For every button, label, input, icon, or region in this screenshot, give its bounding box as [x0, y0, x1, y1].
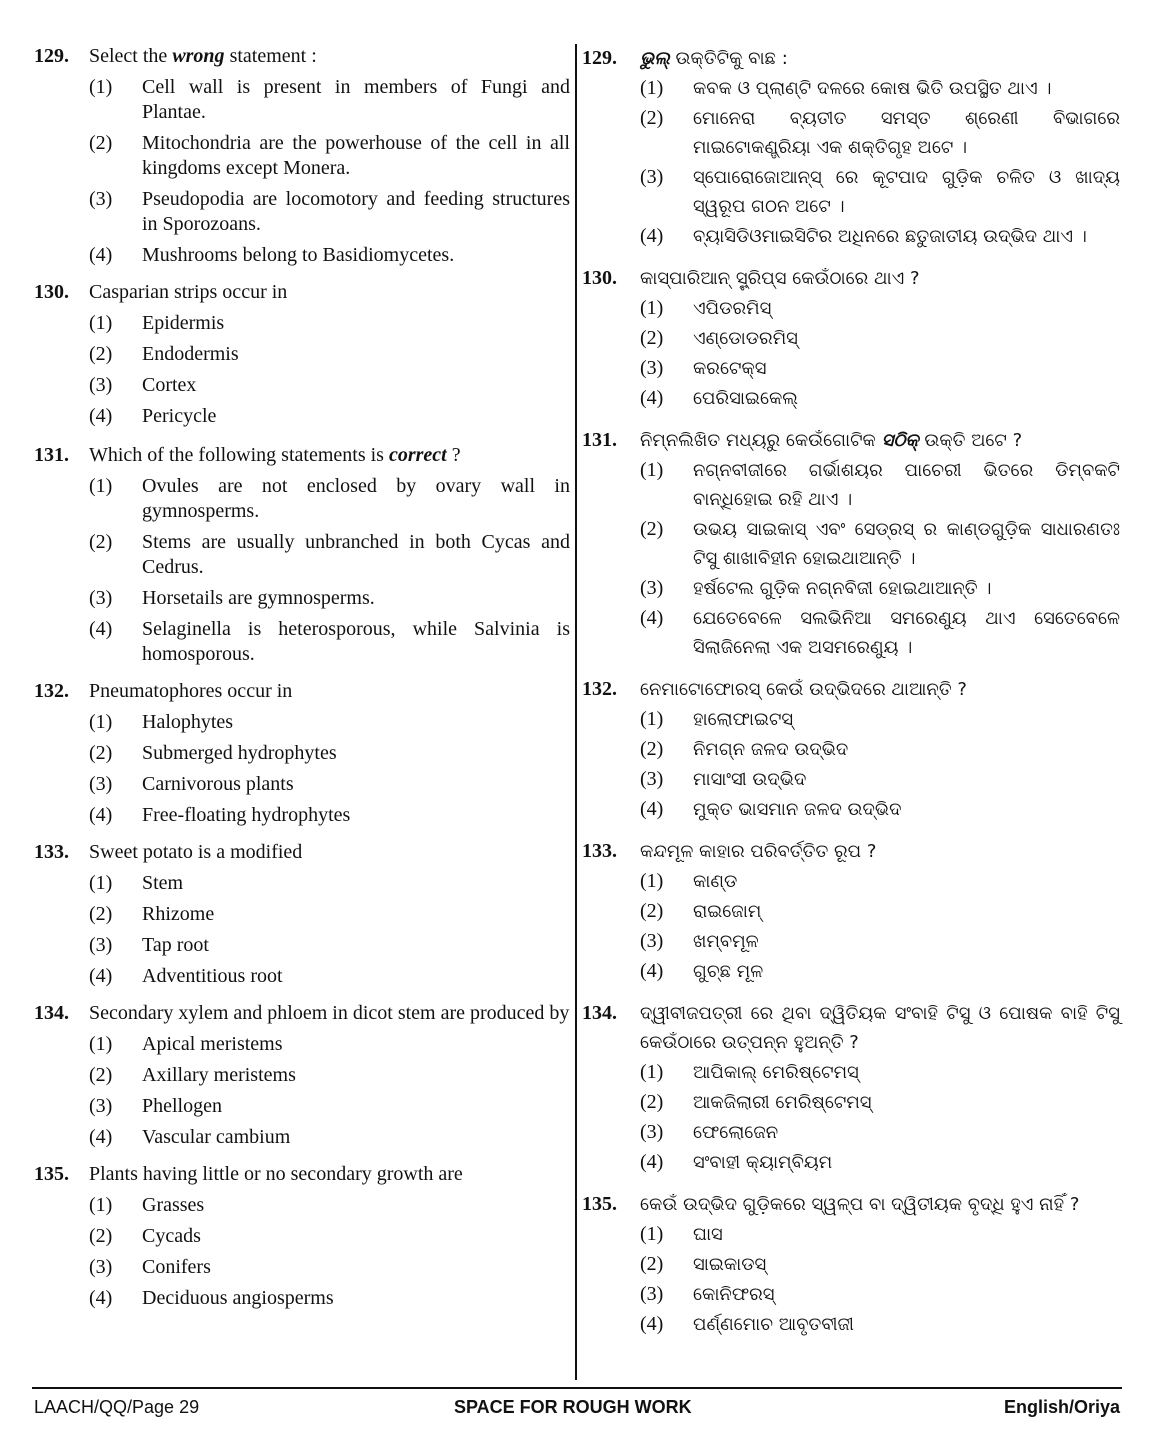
option-2 [640, 897, 1120, 926]
question-text [640, 426, 1120, 455]
option-2 [89, 902, 570, 927]
option-text: ପେରିସାଇକେଲ୍ [693, 388, 798, 409]
option-4 [89, 617, 570, 667]
option-number: (3) [640, 930, 664, 952]
option-number: (3) [640, 577, 664, 599]
oriya-column [582, 44, 1120, 1339]
option-text: Tap root [142, 934, 209, 956]
option-number: (1) [89, 1194, 113, 1216]
option-number: (1) [89, 872, 113, 894]
option-text: କୋନିଫରସ୍ [693, 1284, 775, 1305]
option-number: (4) [640, 1151, 664, 1173]
option-number: (2) [89, 1064, 113, 1086]
option-number: (3) [640, 166, 664, 188]
option-2 [640, 515, 1120, 573]
option-1 [640, 705, 1120, 734]
option-text: Adventitious root [142, 965, 283, 987]
question-number: 134. [34, 1002, 69, 1024]
option-text: Stem [142, 872, 184, 894]
question-135 [34, 1162, 570, 1311]
option-number: (1) [640, 77, 664, 99]
option-number: (1) [89, 76, 113, 98]
option-text: ବ୍ୟାସିଡିଓମାଇସିଟିର ଅଧିନରେ ଛତୁଜାତୀୟ ଉଦ୍ଭିଦ ଥାଏ । [693, 226, 1087, 247]
option-4 [640, 604, 1120, 662]
option-1 [640, 1220, 1120, 1249]
option-1 [640, 456, 1120, 514]
option-1 [89, 710, 570, 735]
option-2 [89, 131, 570, 181]
option-1 [640, 867, 1120, 896]
option-number: (1) [89, 711, 113, 733]
question-text-pre: Which of the following statements is [89, 444, 389, 466]
option-text: ହାଲୋଫାଇଟସ୍ [693, 709, 794, 730]
option-number: (2) [89, 343, 113, 365]
option-number: (4) [640, 798, 664, 820]
option-4 [640, 222, 1120, 251]
option-text: ଆପିକାଲ୍ ମେରିଷ୍ଟେମସ୍ [693, 1062, 859, 1083]
question-emphasis: wrong [172, 45, 225, 67]
option-4 [89, 964, 570, 989]
question-text [640, 1190, 1120, 1219]
question-text [640, 44, 1120, 73]
option-number: (2) [640, 327, 664, 349]
question-text [89, 1162, 570, 1187]
option-number: (2) [640, 1253, 664, 1275]
question-129 [34, 44, 570, 268]
question-130 [582, 264, 1120, 413]
option-3 [89, 373, 570, 398]
option-3 [89, 772, 570, 797]
question-text-post: ? [446, 444, 461, 466]
question-text-pre: Select the [89, 45, 173, 67]
option-1 [640, 1058, 1120, 1087]
option-4 [89, 404, 570, 429]
option-4 [640, 1148, 1120, 1177]
question-text-pre: Secondary xylem and phloem in dicot stem are produced by [89, 1002, 570, 1024]
option-text: ଖମ୍ବମୂଳ [693, 931, 759, 952]
question-text-post: ଉକ୍ତି ଅଟେ ? [918, 430, 1023, 451]
option-1 [640, 74, 1120, 103]
option-text: Deciduous angiosperms [142, 1287, 334, 1309]
question-number: 132. [582, 678, 617, 700]
option-text: କାଣ୍ଡ [693, 871, 738, 892]
option-2 [640, 735, 1120, 764]
option-text: ଉଭୟ ସାଇକାସ୍ ଏବଂ ସେଡ୍ରସ୍ ର କାଣ୍ଡଗୁଡ଼ିକ ସାଧାରଣତଃ ଟିସୁ ଶାଖାବିହୀନ ହୋଇଥାଆନ୍ତି । [693, 519, 1120, 569]
question-number: 131. [582, 429, 617, 451]
option-3 [640, 927, 1120, 956]
option-text: ସାଇକାଡସ୍ [693, 1254, 767, 1275]
option-number: (1) [89, 312, 113, 334]
question-133 [582, 837, 1120, 986]
option-3 [89, 586, 570, 611]
option-number: (1) [640, 870, 664, 892]
option-text: Vascular cambium [142, 1126, 291, 1148]
question-number: 129. [34, 45, 69, 67]
question-number: 135. [582, 1193, 617, 1215]
question-text-pre: ନିମ୍ନଲିଖିତ ମଧ୍ୟରୁ କେଉଁଗୋଟିକ [640, 430, 882, 451]
question-text [89, 840, 570, 865]
option-number: (4) [89, 965, 113, 987]
question-emphasis: correct [388, 444, 447, 466]
option-text: Endodermis [142, 343, 239, 365]
option-number: (2) [89, 1225, 113, 1247]
option-number: (4) [89, 1126, 113, 1148]
option-text: ଆକଜିଲାରୀ ମେରିଷ୍ଟେମସ୍ [693, 1092, 872, 1113]
option-number: (4) [640, 1313, 664, 1335]
option-3 [640, 354, 1120, 383]
question-emphasis: ସଠିକ୍ [881, 430, 919, 451]
english-column [34, 44, 570, 1311]
option-text: ପର୍ଣ୍ଣମୋଚ ଆବୃତବୀଜୀ [693, 1314, 854, 1335]
option-2 [640, 104, 1120, 162]
option-4 [640, 384, 1120, 413]
question-number: 135. [34, 1163, 69, 1185]
option-text: Conifers [142, 1256, 211, 1278]
question-number: 130. [582, 267, 617, 289]
option-number: (3) [640, 1283, 664, 1305]
option-2 [89, 530, 570, 580]
question-emphasis: ଭୁଲ୍ [640, 48, 670, 69]
option-text: Phellogen [142, 1095, 222, 1117]
question-text [89, 1001, 570, 1026]
option-number: (1) [640, 708, 664, 730]
option-4 [89, 1125, 570, 1150]
option-number: (2) [89, 132, 113, 154]
option-text: ଏଣ୍ଡୋଡରମିସ୍ [693, 328, 798, 349]
option-text: Ovules are not enclosed by ovary wall in gymnosperms. [142, 475, 570, 522]
option-number: (3) [89, 374, 113, 396]
option-text: Submerged hydrophytes [142, 742, 337, 764]
question-text [89, 679, 570, 704]
footer-rule [32, 1387, 1122, 1389]
question-text-pre: କାସ୍ପାରିଆନ୍ ସ୍ଟ୍ରିପ୍ସ କେଉଁଠାରେ ଥାଏ ? [640, 268, 920, 289]
question-131 [582, 426, 1120, 662]
option-3 [640, 574, 1120, 603]
option-number: (2) [640, 738, 664, 760]
option-1 [640, 294, 1120, 323]
option-number: (4) [89, 1287, 113, 1309]
question-text-pre: Sweet potato is a modified [89, 841, 303, 863]
language-label: English/Oriya [1003, 1397, 1120, 1417]
option-text: Mushrooms belong to Basidiomycetes. [142, 244, 455, 266]
question-text-post: ଉକ୍ତିଟିକୁ ବାଛ : [669, 48, 788, 69]
option-number: (4) [89, 804, 113, 826]
question-number: 131. [34, 444, 69, 466]
option-number: (4) [640, 387, 664, 409]
option-number: (3) [89, 1256, 113, 1278]
question-text [640, 264, 1120, 293]
option-text: Rhizome [142, 903, 215, 925]
option-number: (2) [89, 742, 113, 764]
option-1 [89, 311, 570, 336]
rough-work-label: SPACE FOR ROUGH WORK [454, 1397, 692, 1417]
option-number: (1) [640, 459, 664, 481]
option-text: ଗୁଚ୍ଛ ମୂଳ [693, 961, 764, 982]
option-text: Pericycle [142, 405, 217, 427]
option-2 [89, 741, 570, 766]
option-text: Epidermis [142, 312, 225, 334]
option-text: Carnivorous plants [142, 773, 294, 795]
option-1 [89, 1032, 570, 1057]
option-number: (4) [640, 225, 664, 247]
option-3 [89, 1255, 570, 1280]
question-134 [34, 1001, 570, 1150]
question-number: 132. [34, 680, 69, 702]
option-number: (3) [89, 934, 113, 956]
option-1 [89, 871, 570, 896]
option-number: (3) [89, 587, 113, 609]
option-number: (3) [640, 768, 664, 790]
option-2 [640, 1088, 1120, 1117]
question-text [89, 280, 570, 305]
option-text: ସଂବାହୀ କ୍ୟାମ୍ବିୟମ [693, 1152, 833, 1173]
option-number: (4) [89, 618, 113, 640]
column-divider [575, 44, 577, 1380]
option-text: ଯେତେବେଳେ ସଲଭିନିଆ ସମରେଣୁୟ ଥାଏ ସେତେବେଳେ ସିଲାଜିନେଲା ଏକ ଅସମରେଣୁୟ । [693, 608, 1120, 658]
option-4 [89, 1286, 570, 1311]
option-text: ମୁକ୍ତ ଭାସମାନ ଜଳଦ ଉଦ୍ଭିଦ [693, 799, 902, 820]
option-text: Mitochondria are the powerhouse of the cell in all kingdoms except Monera. [142, 132, 570, 179]
option-1 [89, 75, 570, 125]
question-text-post: statement : [224, 45, 317, 67]
question-text-pre: କନ୍ଦମୂଳ କାହାର ପରିବର୍ତ୍ତିତ ରୂପ ? [640, 841, 877, 862]
question-129 [582, 44, 1120, 251]
question-text-pre: କେଉଁ ଉଦ୍ଭିଦ ଗୁଡ଼ିକରେ ସ୍ୱଳ୍ପ ବା ଦ୍ୱିତୀୟକ ବୃଦ୍ଧି ହୁଏ ନାହିଁ ? [640, 1194, 1080, 1215]
option-text: Cortex [142, 374, 197, 396]
option-4 [89, 803, 570, 828]
option-text: Stems are usually unbranched in both Cycas and Cedrus. [142, 531, 570, 578]
option-text: ଘାସ [693, 1224, 723, 1245]
option-text: Axillary meristems [142, 1064, 296, 1086]
option-text: Selaginella is heterosporous, while Salvinia is homosporous. [142, 618, 570, 665]
question-131 [34, 443, 570, 667]
option-4 [640, 1310, 1120, 1339]
option-3 [89, 187, 570, 237]
option-text: ନଗ୍ନବୀଜୀରେ ଗର୍ଭାଶୟର ପାଚେରୀ ଭିତରେ ଡିମ୍ବକଟି ବାନ୍ଧିହୋଇ ରହି ଥାଏ । [693, 460, 1120, 510]
option-text: କରଟେକ୍ସ [693, 358, 767, 379]
question-text-pre: Plants having little or no secondary growth are [89, 1163, 463, 1185]
option-3 [640, 163, 1120, 221]
option-text: କବକ ଓ ପ୍ଲାଣ୍ଟି ଦଳରେ କୋଷ ଭିତି ଉପସ୍ଥିତ ଥାଏ । [693, 78, 1052, 99]
question-text-pre: Casparian strips occur in [89, 281, 288, 303]
option-text: ମୋନେରା ବ୍ୟତୀତ ସମସ୍ତ ଶ୍ରେଣୀ ବିଭାଗରେ ମାଇଟୋକଣ୍ଡ୍ରିୟା ଏକ ଶକ୍ତିଗୃହ ଅଟେ । [693, 108, 1120, 158]
option-number: (3) [89, 773, 113, 795]
option-number: (2) [640, 107, 664, 129]
question-text-pre: Pneumatophores occur in [89, 680, 293, 702]
option-text: ରାଇଜୋମ୍ [693, 901, 762, 922]
option-3 [640, 1280, 1120, 1309]
question-135 [582, 1190, 1120, 1339]
question-number: 129. [582, 47, 617, 69]
option-number: (2) [89, 903, 113, 925]
question-text [89, 44, 570, 69]
option-text: Halophytes [142, 711, 234, 733]
option-number: (4) [640, 607, 664, 629]
option-2 [89, 1063, 570, 1088]
option-3 [640, 765, 1120, 794]
option-2 [640, 324, 1120, 353]
question-130 [34, 280, 570, 429]
question-number: 133. [582, 840, 617, 862]
option-number: (1) [640, 1061, 664, 1083]
question-text-pre: ନେମାଟୋଫୋରସ୍ କେଉଁ ଉଦ୍ଭିଦରେ ଥାଆନ୍ତି ? [640, 679, 967, 700]
question-text [640, 999, 1120, 1057]
option-number: (4) [89, 405, 113, 427]
option-text: Apical meristems [142, 1033, 283, 1055]
option-4 [89, 243, 570, 268]
question-134 [582, 999, 1120, 1177]
option-number: (3) [89, 188, 113, 210]
option-text: ଏପିଡରମିସ୍ [693, 298, 772, 319]
option-2 [89, 342, 570, 367]
option-number: (4) [640, 960, 664, 982]
question-132 [34, 679, 570, 828]
question-132 [582, 675, 1120, 824]
option-number: (4) [89, 244, 113, 266]
option-text: ଫେଲୋଜେନ [693, 1122, 779, 1143]
option-text: Pseudopodia are locomotory and feeding structures in Sporozoans. [142, 188, 570, 235]
question-text [640, 675, 1120, 704]
option-text: Cell wall is present in members of Fungi and Plantae. [142, 76, 570, 123]
option-4 [640, 795, 1120, 824]
option-text: Cycads [142, 1225, 201, 1247]
question-number: 134. [582, 1002, 617, 1024]
option-text: ହର୍ଷଟେଲ ଗୁଡ଼ିକ ନଗ୍ନବିଜୀ ହୋଇଥାଆନ୍ତି । [693, 578, 992, 599]
option-text: Free-floating hydrophytes [142, 804, 351, 826]
option-number: (2) [640, 1091, 664, 1113]
option-number: (3) [640, 1121, 664, 1143]
option-text: ସ୍ପୋରୋଜୋଆନ୍ସ୍ ରେ କୂଟପାଦ ଗୁଡ଼ିକ ଚଳିତ ଓ ଖାଦ୍ୟ ସ୍ୱରୂପ ଗଠନ ଅଟେ । [693, 167, 1120, 217]
option-3 [89, 1094, 570, 1119]
option-1 [89, 1193, 570, 1218]
option-number: (2) [640, 518, 664, 540]
option-number: (2) [640, 900, 664, 922]
option-1 [89, 474, 570, 524]
question-133 [34, 840, 570, 989]
option-number: (2) [89, 531, 113, 553]
option-number: (1) [640, 1223, 664, 1245]
option-2 [89, 1224, 570, 1249]
option-text: Horsetails are gymnosperms. [142, 587, 375, 609]
page-code: LAACH/QQ/Page 29 [34, 1397, 200, 1417]
option-number: (1) [89, 1033, 113, 1055]
question-number: 130. [34, 281, 69, 303]
option-number: (1) [89, 475, 113, 497]
option-3 [640, 1118, 1120, 1147]
question-number: 133. [34, 841, 69, 863]
option-number: (3) [640, 357, 664, 379]
question-text [89, 443, 570, 468]
option-text: ନିମଗ୍ନ ଜଳଦ ଉଦ୍ଭିଦ [693, 739, 849, 760]
option-4 [640, 957, 1120, 986]
question-text [640, 837, 1120, 866]
option-number: (3) [89, 1095, 113, 1117]
option-text: Grasses [142, 1194, 205, 1216]
option-text: ମାସାଂସୀ ଉଦ୍ଭିଦ [693, 769, 807, 790]
option-3 [89, 933, 570, 958]
option-number: (1) [640, 297, 664, 319]
option-2 [640, 1250, 1120, 1279]
question-text-pre: ଦ୍ୱୀବୀଜପତ୍ରୀ ରେ ଥିବା ଦ୍ୱିତିୟକ ସଂବାହି ଟିସୁ ଓ ପୋଷକ ବାହି ଟିସୁ କେଉଁଠାରେ ଉତ୍ପନ୍ନ ହୁଅନ୍ତି ? [640, 1003, 1120, 1053]
